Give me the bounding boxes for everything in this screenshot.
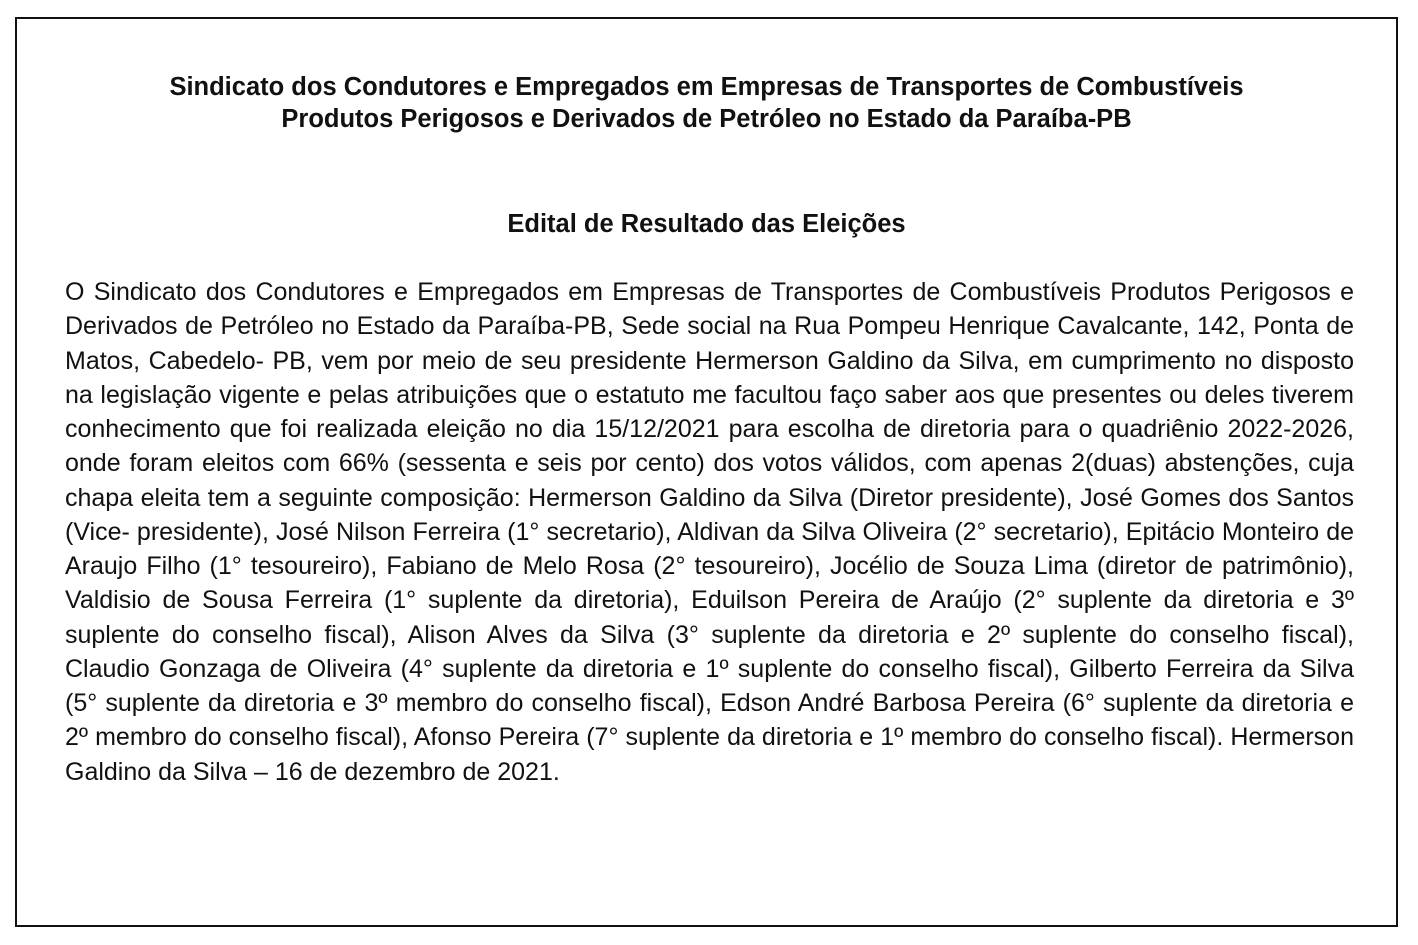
- header-line-2: Produtos Perigosos e Derivados de Petróleo no Estado da Paraíba-PB: [281, 105, 1132, 133]
- header-line-1: Sindicato dos Condutores e Empregados em Empresas de Transportes de Combustíveis: [169, 73, 1244, 101]
- document-body: O Sindicato dos Condutores e Empregados em Empresas de Transportes de Combustíveis Produtos Perigosos e Derivados de Petróleo no Estado da Paraíba-PB, Sede social na Rua Pompeu Henrique Cavalcante, 142, Ponta de Matos, Cabedelo- PB, vem por meio de seu presidente Hermerson Galdino da Silva, em cumprimento no disposto na legislação vigente e pelas atribuições que o estatuto me facultou faço saber aos que presentes ou deles tiverem conhecimento que foi realizada eleição no dia 15/12/2021 para escolha de diretoria para o quadriênio 2022-2026, onde foram eleitos com 66% (sessenta e seis por cento) dos votos válidos, com apenas 2(duas) abstenções, cuja chapa eleita tem a seguinte composição: Hermerson Galdino da Silva (Diretor presidente), José Gomes dos Santos (Vice- presidente), José Nilson Ferreira (1° secretario), Aldivan da Silva Oliveira (2° secretario), Epitácio Monteiro de Araujo Filho (1° tesoureiro), Fabiano de Melo Rosa (2° tesoureiro), Jocélio de Souza Lima (diretor de patrimônio), Valdisio de Sousa Ferreira (1° suplente da diretoria), Eduilson Pereira de Araújo (2° suplente da diretoria e 3º suplente do conselho fiscal), Alison Alves da Silva (3° suplente da diretoria e 2º suplente do conselho fiscal), Claudio Gonzaga de Oliveira (4° suplente da diretoria e 1º suplente do conselho fiscal), Gilberto Ferreira da Silva (5° suplente da diretoria e 3º membro do conselho fiscal), Edson André Barbosa Pereira (6° suplente da diretoria e 2º membro do conselho fiscal), Afonso Pereira (7° suplente da diretoria e 1º membro do conselho fiscal). Hermerson Galdino da Silva – 16 de dezembro de 2021.: [65, 278, 1354, 786]
- union-name-header: [17, 71, 1396, 135]
- document-border: [15, 17, 1398, 927]
- document-title: Edital de Resultado das Eleições: [507, 210, 906, 238]
